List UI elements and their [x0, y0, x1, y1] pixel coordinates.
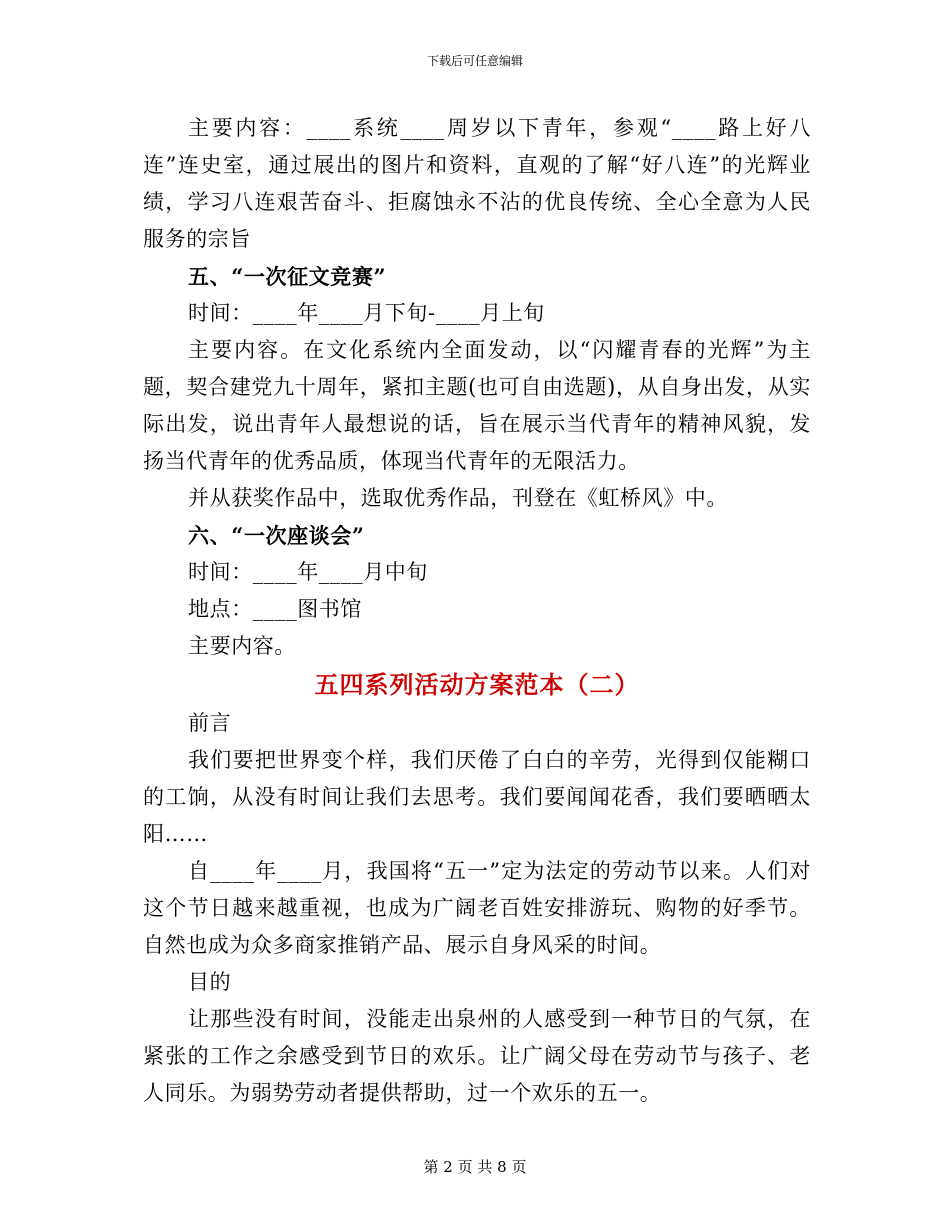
paragraph-preface-quote: 我们要把世界变个样，我们厌倦了白白的辛劳，光得到仅能糊口的工饷，从没有时间让我们去思考。我们要闻闻花香，我们要晒晒太阳…… — [143, 748, 811, 846]
paragraph-awards: 并从获奖作品中，选取优秀作品，刊登在《虹桥风》中。 — [188, 486, 728, 510]
paragraph-labor-day: 自____年____月，我国将“五一”定为法定的劳动节以来。人们对这个节日越来越重视，也成为广阔老百姓安排游玩、购物的好季节。自然也成为众多商家推销产品、展示自身风采的时间。 — [143, 859, 811, 957]
document-title: 五四系列活动方案范本（二） — [314, 671, 640, 699]
section-heading-essay-contest: 五、“一次征文竞赛” — [188, 264, 387, 289]
section-heading-symposium: 六、“一次座谈会” — [188, 523, 365, 548]
paragraph-visit-content: 主要内容：____系统____周岁以下青年，参观“____路上好八连”连史室，通过展出的图片和资料，直观的了解“好八连”的光辉业绩，学习八连艰苦奋斗、拒腐蚀永不沾的优良传统、全心全意为人民服务的宗旨 — [143, 116, 811, 251]
page-footer: 第 2 页 共 8 页 — [423, 1158, 527, 1176]
page-header: 下载后可任意编辑 — [426, 54, 523, 68]
section-label-preface: 前言 — [188, 711, 232, 735]
paragraph-essay-content: 主要内容。在文化系统内全面发动，以“闪耀青春的光辉”为主题，契合建党九十周年，紧扣主题(也可自由选题)，从自身出发，从实际出发，说出青年人最想说的话，旨在展示当代青年的精神风貌，发扬当代青年的优秀品质，体现当代青年的无限活力。 — [143, 338, 811, 473]
symposium-time: 时间：____年____月中旬 — [188, 560, 428, 584]
symposium-location: 地点：____图书馆 — [188, 597, 362, 621]
essay-time: 时间：____年____月下旬-____月上旬 — [188, 301, 545, 325]
symposium-content-label: 主要内容。 — [188, 634, 296, 658]
section-label-purpose: 目的 — [188, 970, 232, 994]
paragraph-purpose: 让那些没有时间，没能走出泉州的人感受到一种节日的气氛，在紧张的工作之余感受到节日的欢乐。让广阔父母在劳动节与孩子、老人同乐。为弱势劳动者提供帮助，过一个欢乐的五一。 — [143, 1007, 811, 1105]
document-body — [143, 110, 811, 1112]
